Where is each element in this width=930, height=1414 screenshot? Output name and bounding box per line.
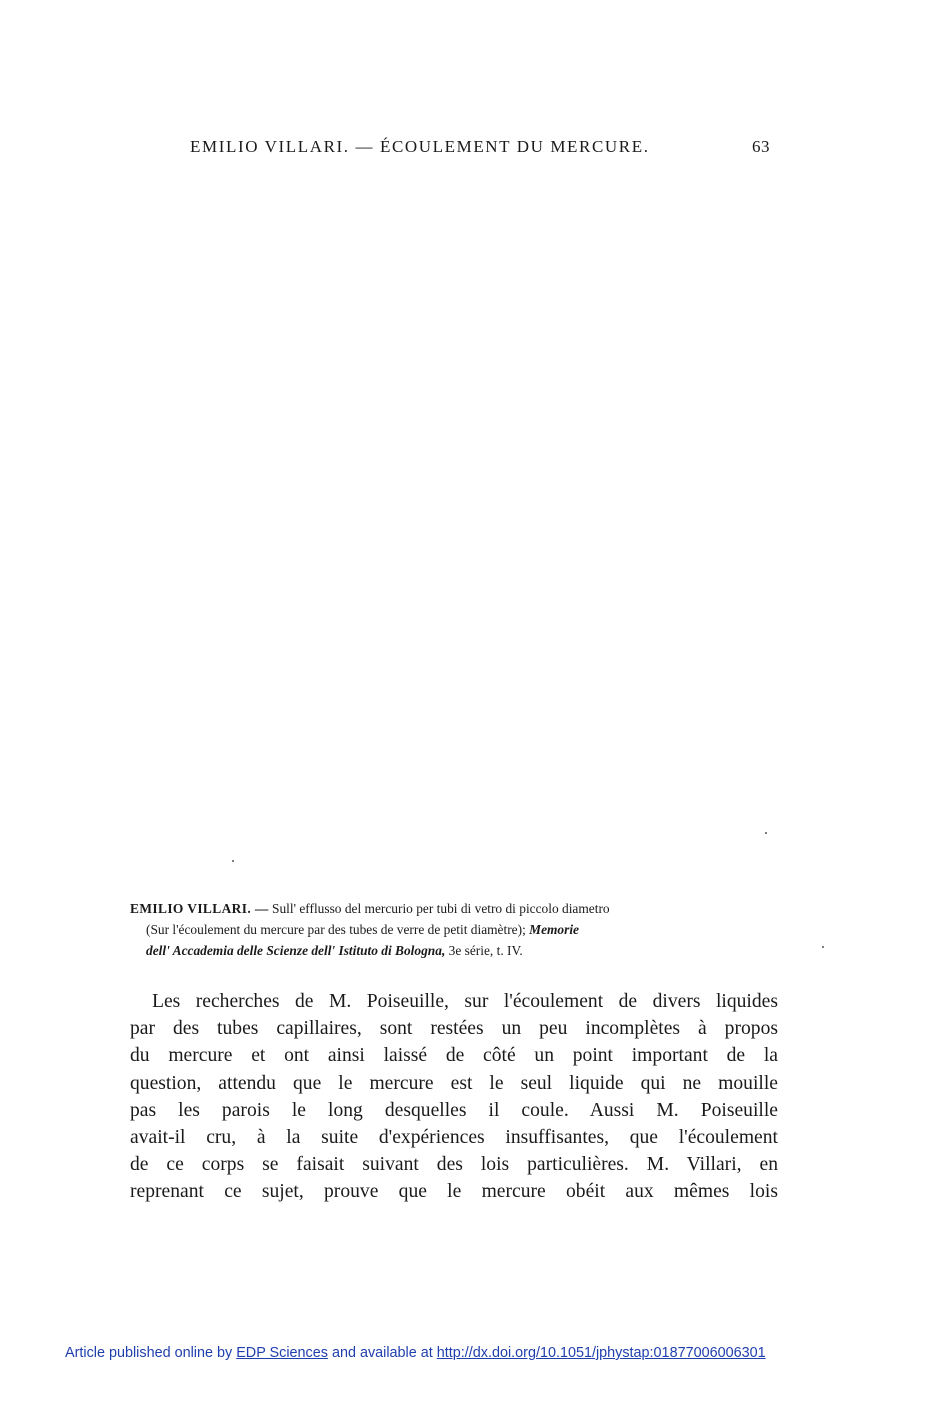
reference-line bbox=[130, 919, 780, 940]
body-line: reprenant ce sujet, prouve que le mercure obéit aux mêmes lois bbox=[130, 1181, 778, 1203]
reference-italian-title: Sull' efflusso del mercurio per tubi di vetro di piccolo diametro bbox=[272, 901, 610, 916]
reference-series: 3e série, t. IV. bbox=[448, 943, 523, 958]
publisher-link[interactable]: EDP Sciences bbox=[236, 1345, 328, 1361]
reference-french-title: (Sur l'écoulement du mercure par des tubes de verre de petit diamètre); bbox=[146, 922, 526, 937]
running-title: EMILIO VILLARI. — ÉCOULEMENT DU MERCURE. bbox=[190, 137, 650, 156]
footer-middle: and available at bbox=[331, 1345, 433, 1361]
body-line: par des tubes capillaires, sont restées un peu incomplètes à propos bbox=[130, 1018, 778, 1040]
reference-line bbox=[130, 898, 780, 919]
publication-footer bbox=[65, 1345, 865, 1361]
body-line: pas les parois le long desquelles il coule. Aussi M. Poiseuille bbox=[130, 1099, 778, 1121]
page-number: 63 bbox=[752, 137, 770, 156]
reference-author: EMILIO VILLARI. — bbox=[130, 901, 269, 916]
body-paragraph bbox=[130, 988, 778, 1206]
running-head bbox=[190, 137, 770, 161]
scan-speck bbox=[822, 946, 824, 948]
footer-prefix: Article published online by bbox=[65, 1345, 233, 1361]
body-line: de ce corps se faisait suivant des lois particulières. M. Villari, en bbox=[130, 1154, 778, 1176]
body-line: question, attendu que le mercure est le seul liquide qui ne mouille bbox=[130, 1072, 778, 1094]
body-line: du mercure et ont ainsi laissé de côté un point important de la bbox=[130, 1045, 778, 1067]
scan-speck bbox=[765, 832, 767, 834]
bibliographic-reference bbox=[130, 898, 780, 961]
body-line: Les recherches de M. Poiseuille, sur l'écoulement de divers liquides bbox=[152, 991, 778, 1012]
reference-journal-continued: dell' Accademia delle Scienze dell' Istituto di Bologna, bbox=[146, 943, 446, 958]
doi-link[interactable]: http://dx.doi.org/10.1051/jphystap:01877006006301 bbox=[436, 1345, 766, 1361]
reference-journal: Memorie bbox=[529, 922, 579, 937]
body-line: avait-il cru, à la suite d'expériences insuffisantes, que l'écoulement bbox=[130, 1126, 778, 1148]
reference-line bbox=[130, 940, 780, 961]
scan-speck bbox=[232, 860, 234, 862]
